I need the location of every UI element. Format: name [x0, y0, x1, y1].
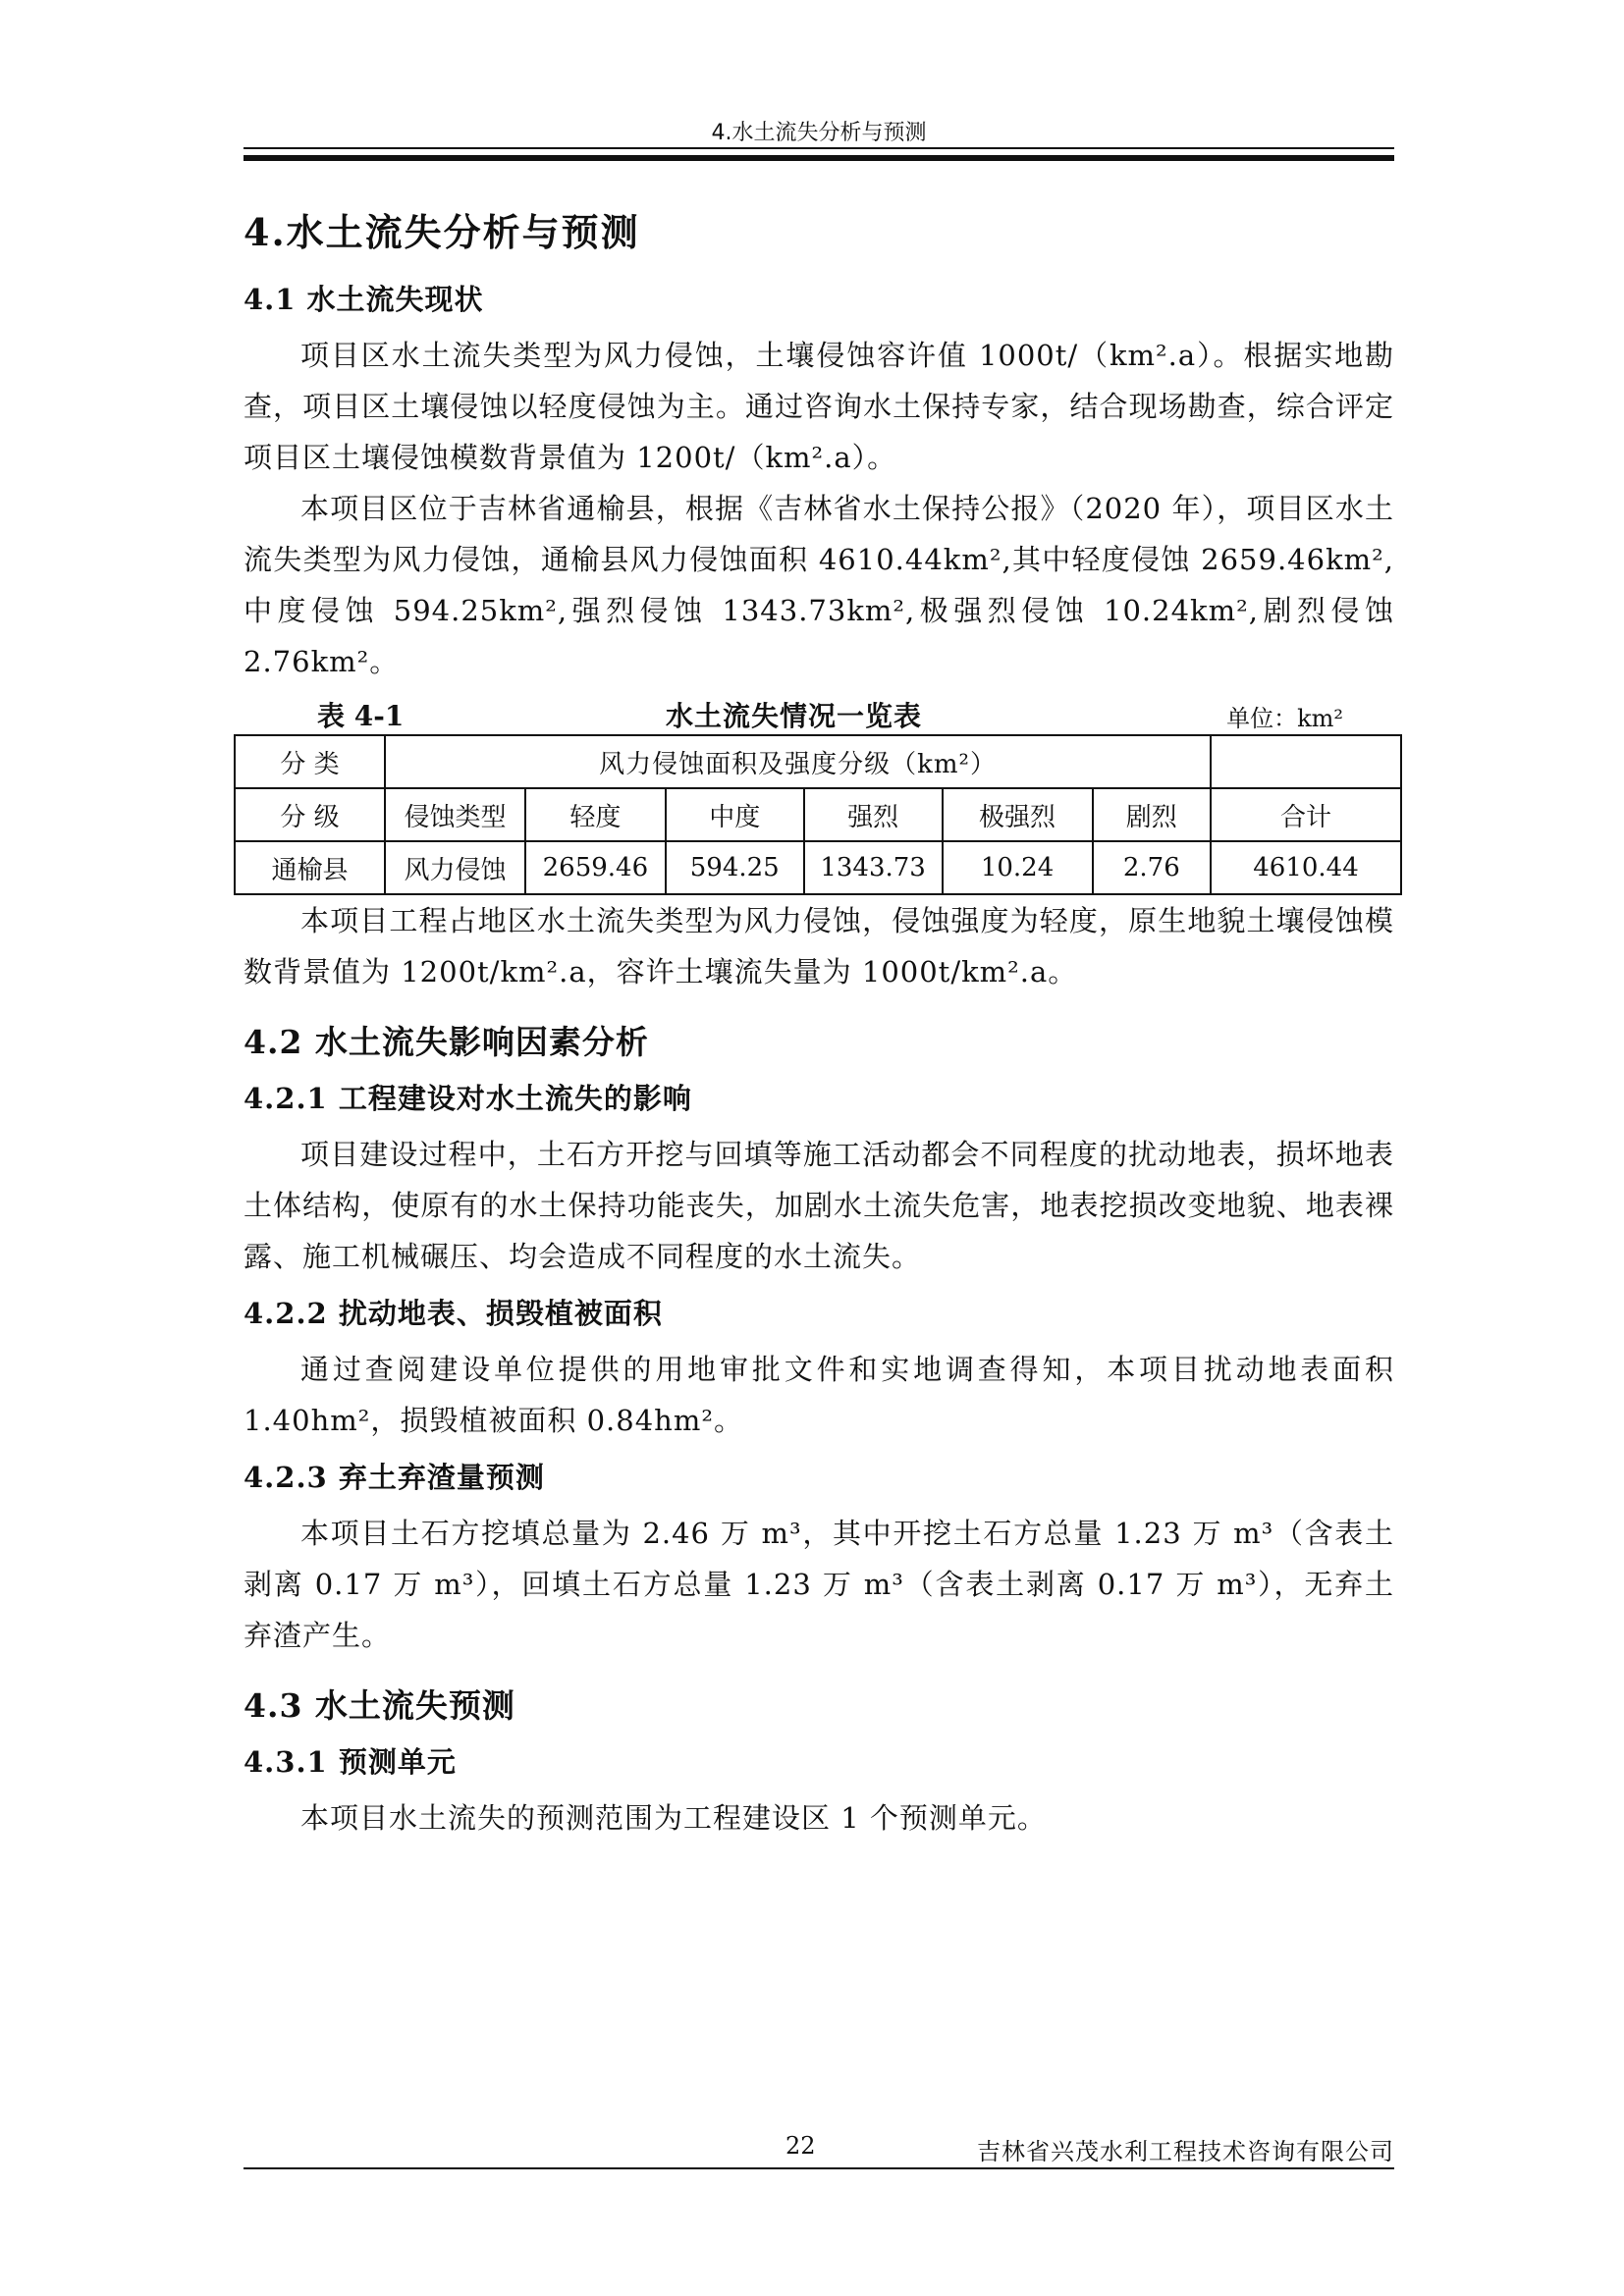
- section-4-2-3-paragraph: 本项目土石方挖填总量为 2.46 万 m³，其中开挖土石方总量 1.23 万 m³（含表土剥离 0.17 万 m³），回填土石方总量 1.23 万 m³（含表土剥离 0.17 万 m³），无弃土弃渣产生。: [244, 1517, 1394, 1652]
- section-4-2-title: 4.2 水土流失影响因素分析: [244, 1023, 649, 1061]
- table-header-cell: 合计: [1211, 788, 1401, 841]
- table-cell: 1343.73: [804, 841, 943, 894]
- table-cell: 风力侵蚀: [385, 841, 525, 894]
- table-header-cell: 极强烈: [943, 788, 1093, 841]
- table-header-cell: 剧烈: [1093, 788, 1211, 841]
- chapter-title: 4.水土流失分析与预测: [244, 210, 640, 254]
- footer-company: 吉林省兴茂水利工程技术咨询有限公司: [977, 2138, 1394, 2165]
- table-header-cell: 侵蚀类型: [385, 788, 525, 841]
- table-cell: 通榆县: [235, 841, 385, 894]
- table-cell: 风力侵蚀面积及强度分级（km²）: [385, 735, 1211, 788]
- table-unit: 单位：km²: [1226, 705, 1343, 732]
- table-cell: 2659.46: [525, 841, 666, 894]
- table-cell: 分 类: [235, 735, 385, 788]
- header-rule-thin: [244, 147, 1394, 149]
- table-number: 表 4-1: [317, 700, 405, 732]
- table-cell: [1211, 735, 1401, 788]
- table-header-cell: 强烈: [804, 788, 943, 841]
- table-header-cell: 分 级: [235, 788, 385, 841]
- table-header-cell: 中度: [666, 788, 804, 841]
- section-4-3-1-paragraph: 本项目水土流失的预测范围为工程建设区 1 个预测单元。: [300, 1801, 1047, 1835]
- footer-rule: [244, 2167, 1394, 2169]
- table-cell: 10.24: [943, 841, 1093, 894]
- table-row: [235, 735, 1401, 788]
- table-header-cell: 轻度: [525, 788, 666, 841]
- section-4-1-title: 4.1 水土流失现状: [244, 283, 484, 316]
- section-4-2-2-paragraph: 通过查阅建设单位提供的用地审批文件和实地调查得知，本项目扰动地表面积 1.40hm²，损毁植被面积 0.84hm²。: [244, 1353, 1394, 1437]
- page-number: 22: [785, 2132, 816, 2160]
- section-4-3-1-title: 4.3.1 预测单元: [244, 1745, 457, 1779]
- section-4-1-paragraph-1: 项目区水土流失类型为风力侵蚀，土壤侵蚀容许值 1000t/（km².a）。根据实地勘查，项目区土壤侵蚀以轻度侵蚀为主。通过咨询水土保持专家，结合现场勘查，综合评定项目区土壤侵蚀模数背景值为 1200t/（km².a）。: [244, 339, 1394, 474]
- table-title: 水土流失情况一览表: [666, 700, 923, 732]
- table-header-row: [235, 788, 1401, 841]
- table-caption: [244, 695, 1394, 734]
- after-table-paragraph: 本项目工程占地区水土流失类型为风力侵蚀，侵蚀强度为轻度，原生地貌土壤侵蚀模数背景值为 1200t/km².a，容许土壤流失量为 1000t/km².a。: [244, 904, 1394, 988]
- section-4-1-paragraph-2: 本项目区位于吉林省通榆县，根据《吉林省水土保持公报》（2020 年），项目区水土流失类型为风力侵蚀，通榆县风力侵蚀面积 4610.44km²,其中轻度侵蚀 2659.46km²,中度侵蚀 594.25km²,强烈侵蚀 1343.73km²,极强烈侵蚀 10.24km²,剧烈侵蚀 2.76km²。: [244, 492, 1394, 678]
- section-4-2-2-title: 4.2.2 扰动地表、损毁植被面积: [244, 1297, 663, 1330]
- table-row: [235, 841, 1401, 894]
- erosion-table: [234, 734, 1402, 895]
- table-cell: 2.76: [1093, 841, 1211, 894]
- table-cell: 594.25: [666, 841, 804, 894]
- section-4-2-3-title: 4.2.3 弃土弃渣量预测: [244, 1461, 545, 1494]
- table-cell: 4610.44: [1211, 841, 1401, 894]
- running-header: 4.水土流失分析与预测: [711, 121, 927, 145]
- section-4-2-1-title: 4.2.1 工程建设对水土流失的影响: [244, 1082, 692, 1115]
- section-4-2-1-paragraph: 项目建设过程中，土石方开挖与回填等施工活动都会不同程度的扰动地表，损坏地表土体结构，使原有的水土保持功能丧失，加剧水土流失危害，地表挖损改变地貌、地表裸露、施工机械碾压、均会造成不同程度的水土流失。: [244, 1138, 1394, 1273]
- page-content: [244, 187, 1394, 1843]
- section-4-3-title: 4.3 水土流失预测: [244, 1686, 515, 1725]
- header-rule-thick: [244, 155, 1394, 161]
